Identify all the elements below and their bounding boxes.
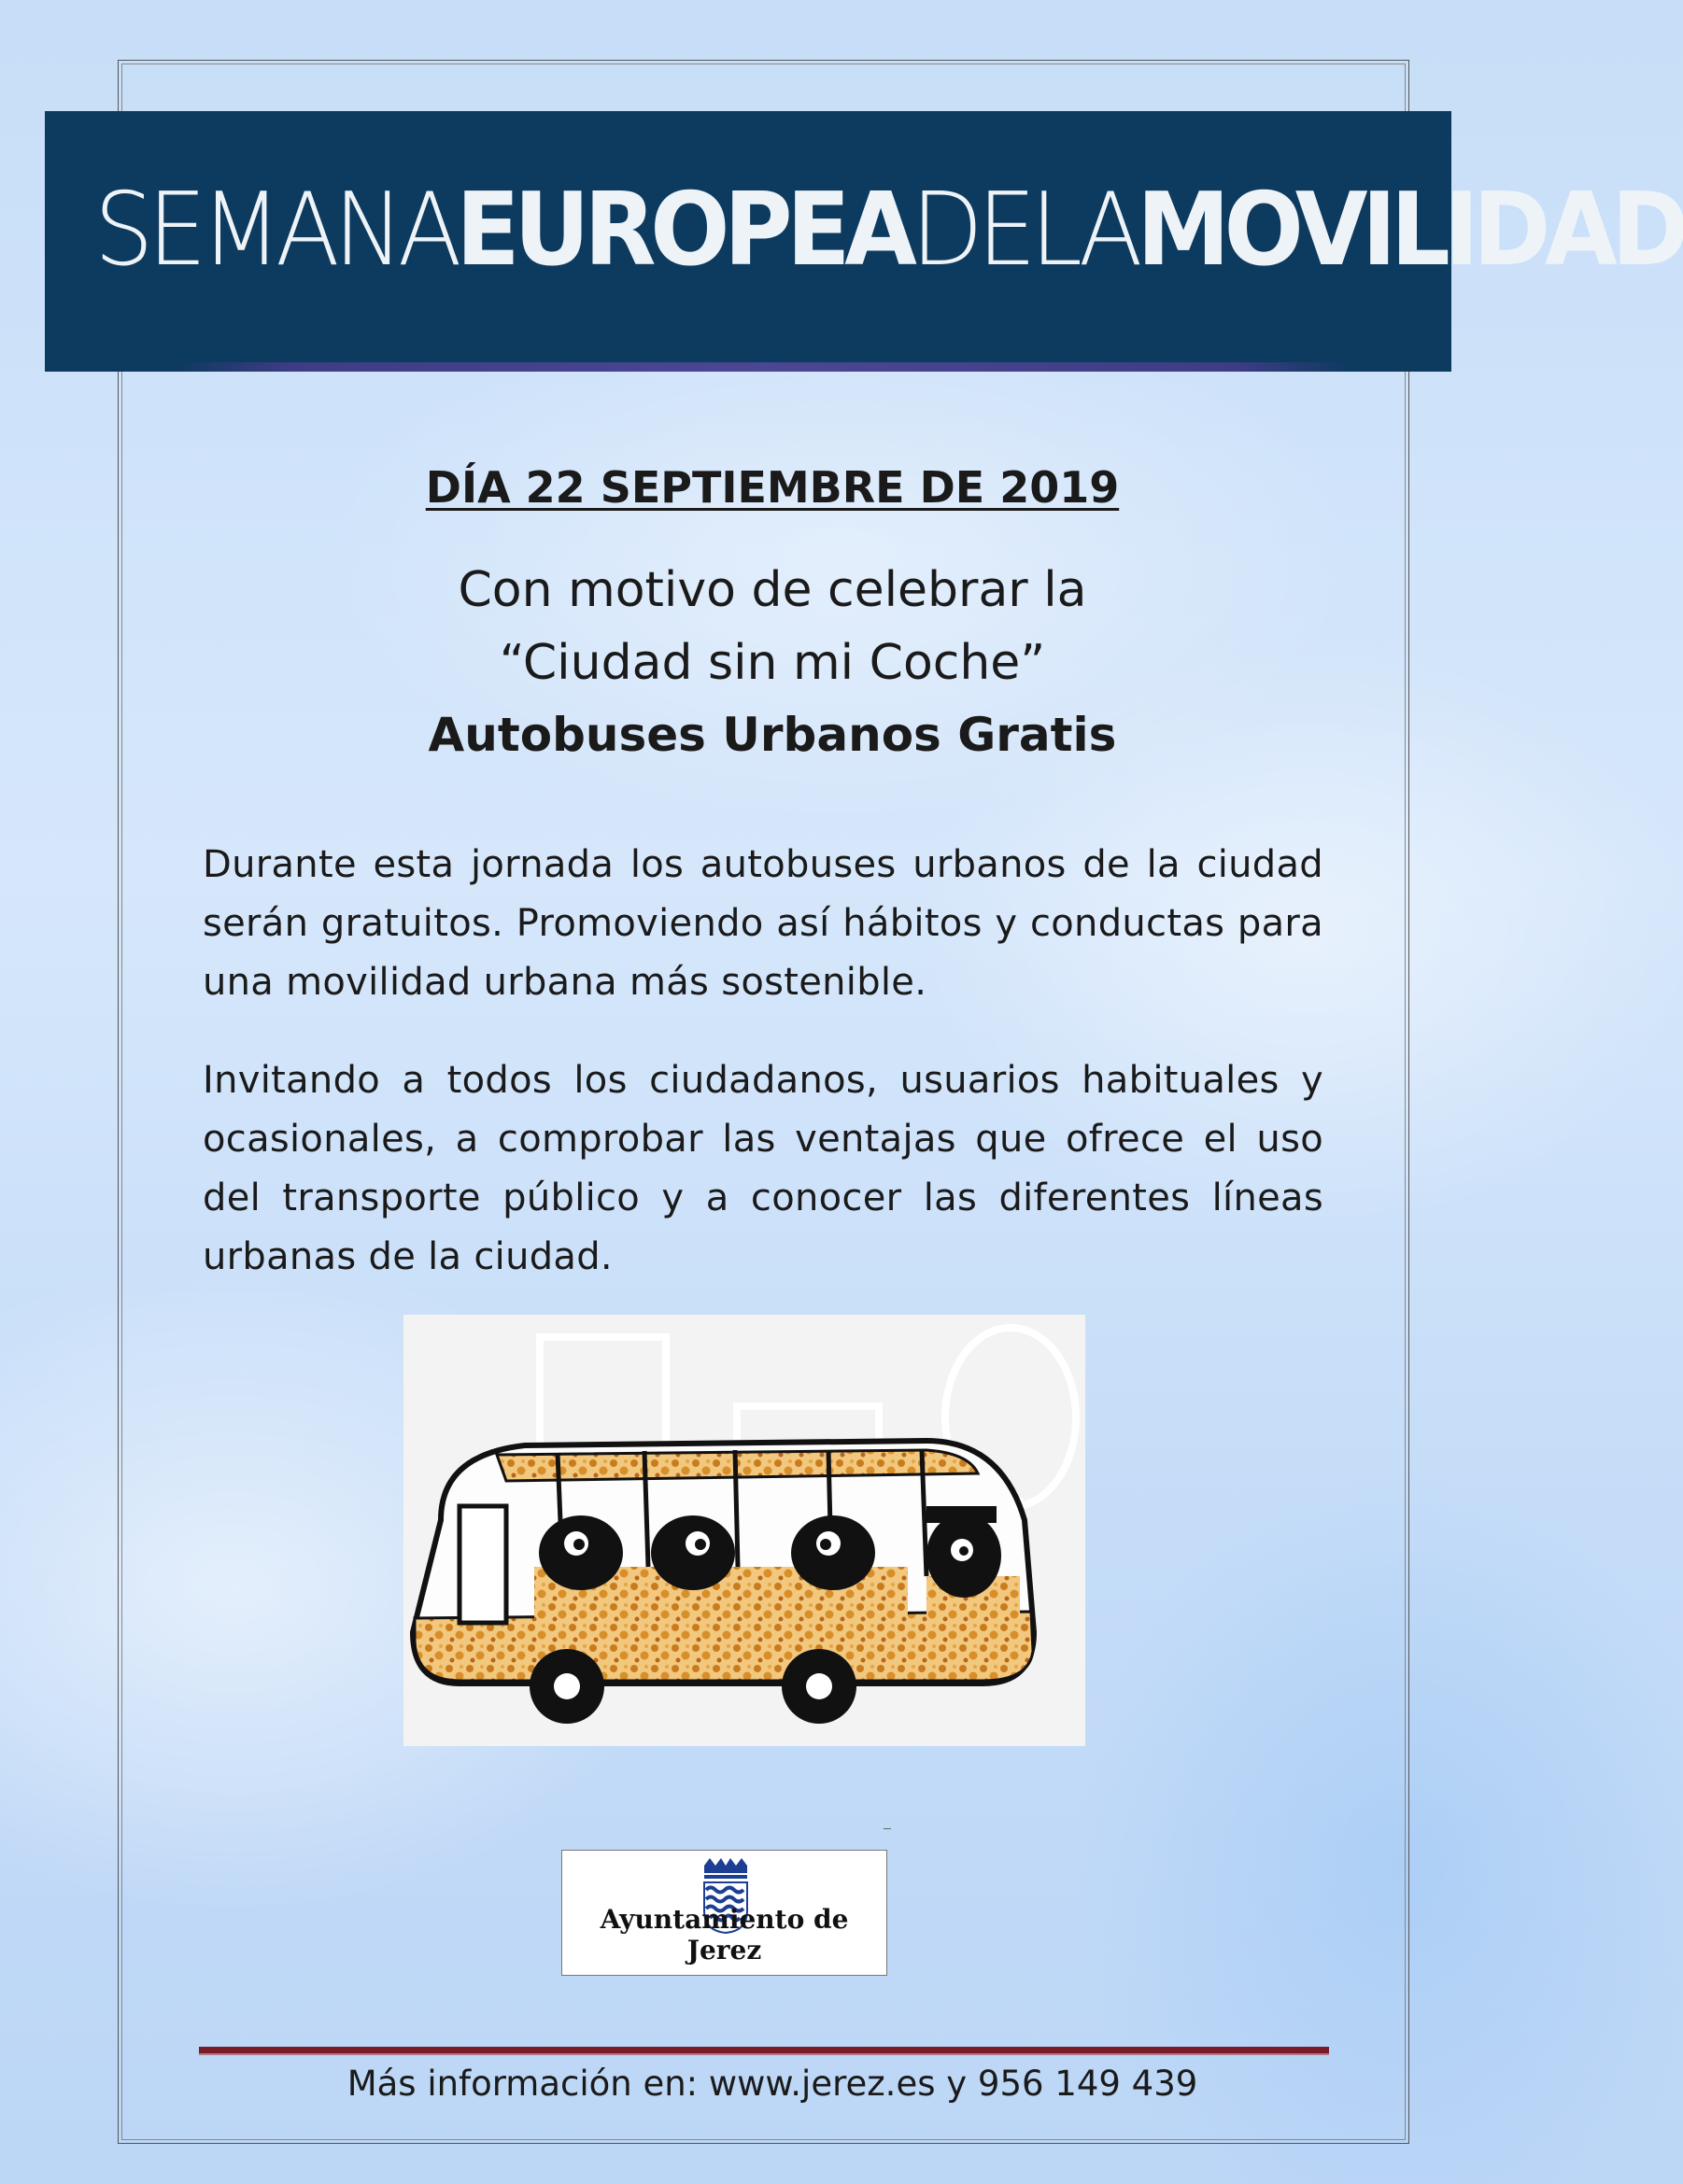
footer-rule — [199, 2047, 1329, 2053]
banner-word-movilidad: MOVILIDAD — [1137, 172, 1683, 289]
banner-title — [93, 165, 1683, 296]
footer-contact: Más información en: www.jerez.es y 956 149 439 — [346, 2064, 1198, 2104]
logo-label: Ayuntamiento de Jerez — [600, 1904, 849, 1966]
subtitle-line-1: Con motivo de celebrar la — [458, 562, 1087, 618]
subtitle-line-2: “Ciudad sin mi Coche” — [499, 635, 1046, 691]
paragraph-free-buses: Durante esta jornada los autobuses urbanos de la ciudad serán gratuitos. Promoviendo así hábitos y conductas para una movilidad urbana más sostenible. — [203, 843, 1323, 1004]
ayuntamiento-logo — [561, 1850, 887, 1976]
bus-illustration-svg — [403, 1315, 1085, 1746]
bus-illustration — [403, 1315, 1085, 1746]
paragraph-invitation: Invitando a todos los ciudadanos, usuarios habituales y ocasionales, a comprobar las ventajas que ofrece el uso del transporte público y a conocer las diferentes líneas urbanas de la ciudad. — [203, 1059, 1323, 1278]
banner-word-dela: DELA — [911, 172, 1138, 289]
decorative-dash — [884, 1828, 891, 1829]
event-banner — [45, 111, 1683, 372]
date-heading: DÍA 22 SEPTIEMBRE DE 2019 — [425, 462, 1120, 513]
banner-word-europea: EUROPEA — [456, 172, 912, 289]
subtitle-headline: Autobuses Urbanos Gratis — [428, 708, 1117, 762]
banner-bottom-strip — [176, 362, 1352, 372]
banner-word-semana: SEMANA — [93, 172, 457, 289]
